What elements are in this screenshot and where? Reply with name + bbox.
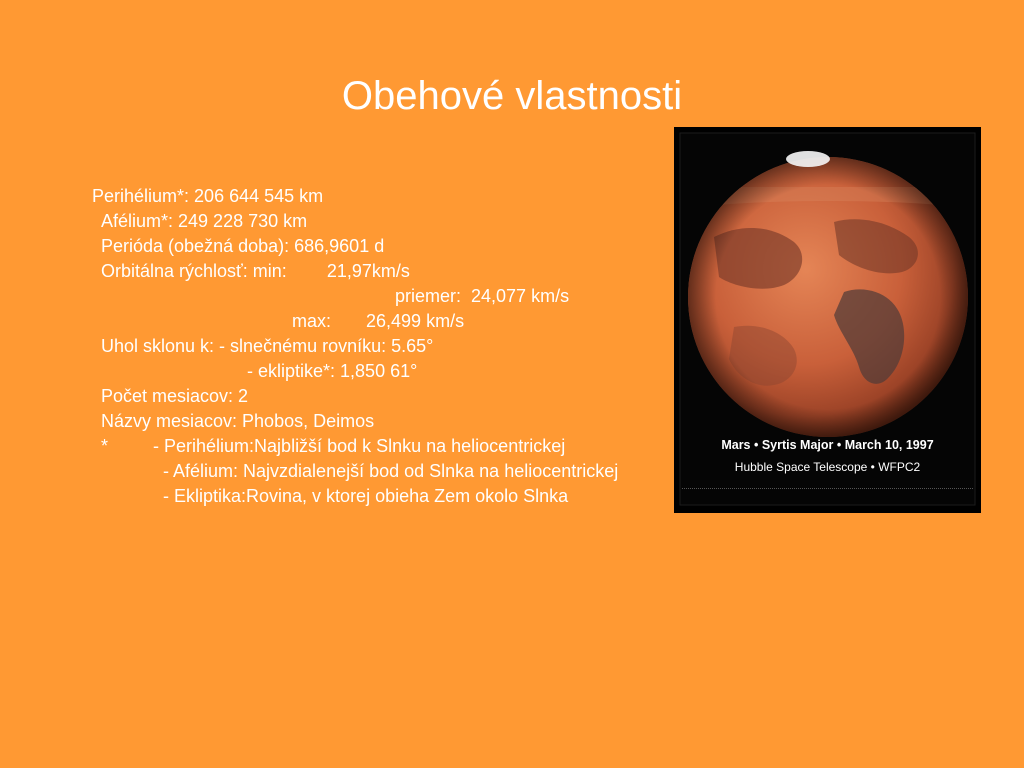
polar-cap — [786, 151, 830, 167]
text-line-rychlost-max: max: 26,499 km/s — [292, 311, 465, 331]
footnote-perihelium: * - Perihélium:Najbližší bod k Slnku na heliocentrickej — [101, 436, 566, 456]
text-line-pocet-mesiacov: Počet mesiacov: 2 — [101, 386, 249, 406]
text-line-perihelium: Perihélium*: 206 644 545 km — [92, 186, 324, 206]
image-caption-fine-print — [682, 488, 973, 493]
text-line-rychlost-priemer: priemer: 24,077 km/s — [395, 286, 570, 306]
text-line-nazvy-mesiacov: Názvy mesiacov: Phobos, Deimos — [101, 411, 375, 431]
text-line-perioda: Perióda (obežná doba): 686,9601 d — [101, 236, 385, 256]
image-caption-title: Mars • Syrtis Major • March 10, 1997 — [721, 438, 934, 452]
text-line-sklon-ekliptika: - ekliptike*: 1,850 61° — [247, 361, 418, 381]
footnote-afelium: - Afélium: Najvzdialenejší bod od Slnka na heliocentrickej — [163, 461, 619, 481]
text-line-afelium: Afélium*: 249 228 730 km — [101, 211, 308, 231]
mars-photo — [674, 127, 981, 513]
text-line-rychlost-min: Orbitálna rýchlosť: min: 21,97km/s — [101, 261, 410, 281]
image-caption-source: Hubble Space Telescope • WFPC2 — [734, 460, 921, 474]
slide-title: Obehové vlastnosti — [341, 74, 683, 118]
footnote-ekliptika: - Ekliptika:Rovina, v ktorej obieha Zem okolo Slnka — [163, 486, 569, 506]
text-line-sklon-rovnik: Uhol sklonu k: - slnečnému rovníku: 5.65° — [101, 336, 434, 356]
mars-planet-image — [674, 127, 981, 513]
